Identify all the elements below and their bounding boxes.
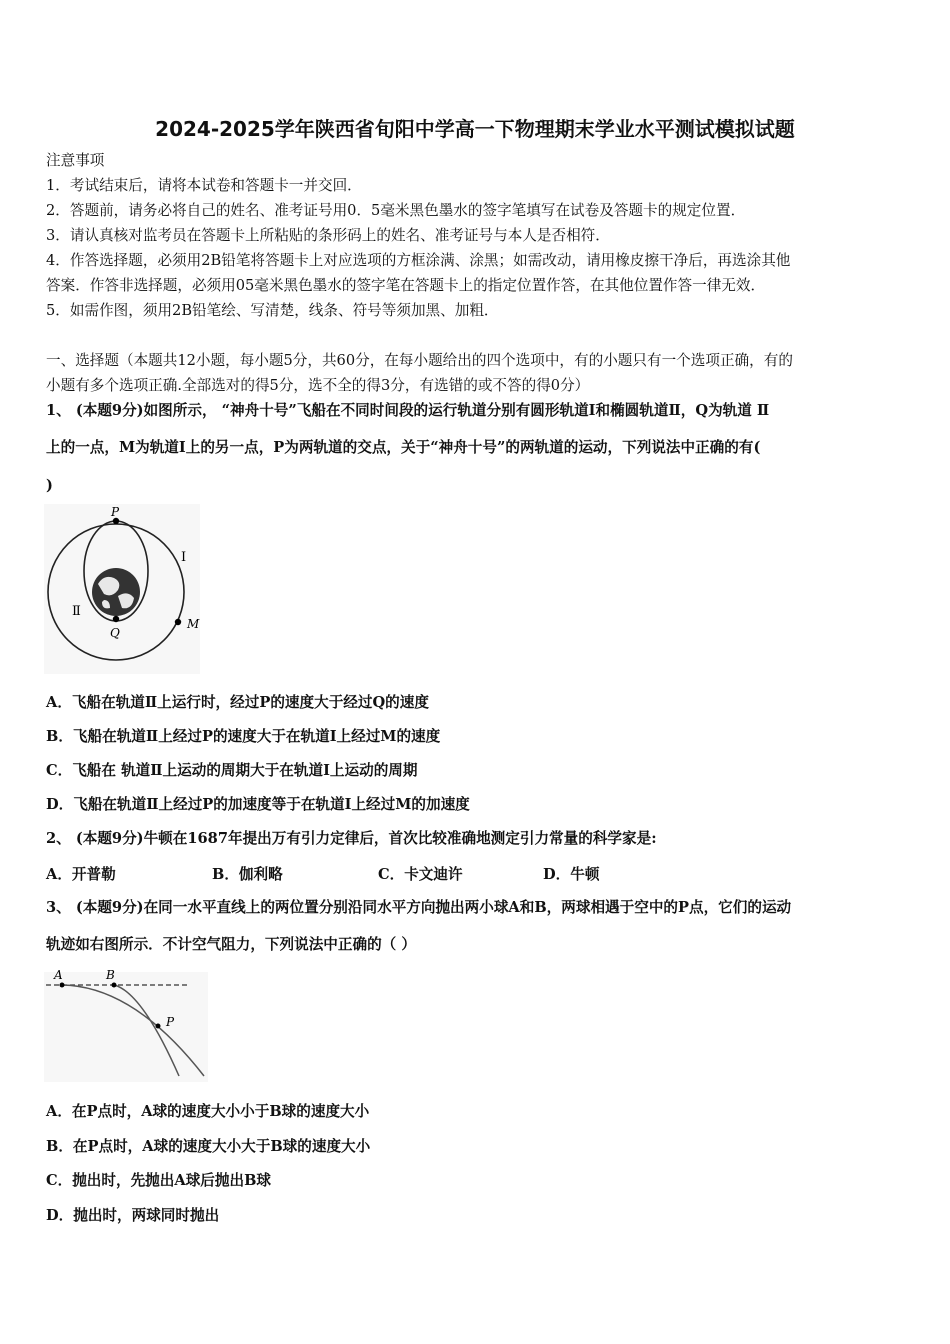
label-b: B — [106, 968, 115, 982]
label-q: Q — [110, 626, 120, 640]
point-p — [156, 1024, 161, 1029]
label-p: P — [111, 505, 120, 519]
notice-item: 3．请认真核对监考员在答题卡上所粘贴的条形码上的姓名、准考证号与本人是否相符． — [46, 227, 610, 244]
q3-stem: 轨迹如右图所示．不计空气阻力，下列说法中正确的（ ） — [46, 936, 416, 953]
q3-option-c: C．抛出时，先抛出A球后抛出B球 — [46, 1172, 271, 1189]
q2-option-d: D．牛顿 — [543, 866, 600, 883]
q3-option-a: A．在P点时，A球的速度大小小于B球的速度大小 — [46, 1103, 370, 1120]
section-instruction: 小题有多个选项正确.全部选对的得5分，选不全的得3分，有选错的或不答的得0分） — [46, 377, 590, 394]
q2-option-a: A．开普勒 — [46, 866, 116, 883]
notice-heading: 注意事项 — [46, 152, 105, 169]
label-p: P — [166, 1015, 175, 1029]
q1-option-a: A．飞船在轨道Ⅱ上运行时，经过P的速度大于经过Q的速度 — [46, 694, 429, 711]
diagram-background — [44, 972, 208, 1082]
label-a: A — [54, 968, 63, 982]
q1-option-d: D．飞船在轨道Ⅱ上经过P的加速度等于在轨道Ⅰ上经过M的加速度 — [46, 796, 470, 813]
q1-option-c: C．飞船在 轨道Ⅱ上运动的周期大于在轨道Ⅰ上运动的周期 — [46, 762, 418, 779]
q2-option-c: C．卡文迪许 — [378, 866, 463, 883]
label-m: M — [187, 617, 200, 631]
page-title: 2024-2025学年陕西省旬阳中学高一下物理期末学业水平测试模拟试题 — [155, 117, 795, 141]
q3-option-b: B．在P点时，A球的速度大小大于B球的速度大小 — [46, 1138, 371, 1155]
q2-stem: 2、 (本题9分)牛顿在1687年提出万有引力定律后，首次比较准确地测定引力常量的科学家是: — [46, 830, 657, 847]
point-b — [112, 983, 117, 988]
q1-stem: 1、 (本题9分)如图所示， “神舟十号”飞船在不同时间段的运行轨道分别有圆形轨道Ⅰ和椭圆轨道Ⅱ，Q为轨道 Ⅱ — [46, 402, 770, 419]
q2-option-b: B．伽利略 — [212, 866, 283, 883]
notice-item: 2．答题前，请务必将自己的姓名、准考证号用0．5毫米黑色墨水的签字笔填写在试卷及答题卡的规定位置． — [46, 202, 746, 219]
notice-item: 4．作答选择题，必须用2B铅笔将答题卡上对应选项的方框涂满、涂黑；如需改动，请用橡皮擦干净后，再选涂其他 — [46, 252, 791, 269]
q1-option-b: B．飞船在轨道Ⅱ上经过P的速度大于在轨道Ⅰ上经过M的速度 — [46, 728, 441, 745]
label-orbit-1: Ⅰ — [181, 550, 187, 565]
orbit-diagram — [44, 504, 200, 674]
q1-stem: ) — [46, 477, 53, 494]
notice-item: 5．如需作图，须用2B铅笔绘、写清楚，线条、符号等须加黑、加粗． — [46, 302, 499, 319]
trajectory-diagram — [44, 962, 208, 1082]
point-a — [60, 983, 65, 988]
point-q — [113, 616, 119, 622]
q1-stem: 上的一点，M为轨道Ⅰ上的另一点，P为两轨道的交点，关于“神舟十号”的两轨道的运动，下列说法中正确的有( — [46, 439, 761, 456]
notice-item: 1．考试结束后，请将本试卷和答题卡一并交回． — [46, 177, 362, 194]
point-m — [175, 619, 181, 625]
q3-option-d: D．抛出时，两球同时抛出 — [46, 1207, 220, 1224]
notice-item: 答案．作答非选择题，必须用05毫米黑色墨水的签字笔在答题卡上的指定位置作答，在其他位置作答一律无效． — [46, 277, 766, 294]
q3-stem: 3、 (本题9分)在同一水平直线上的两位置分别沿同水平方向抛出两小球A和B，两球相遇于空中的P点，它们的运动 — [46, 899, 792, 916]
label-orbit-2: Ⅱ — [72, 604, 81, 619]
section-instruction: 一、选择题（本题共12小题，每小题5分，共60分，在每小题给出的四个选项中，有的小题只有一个选项正确，有的 — [46, 352, 793, 369]
